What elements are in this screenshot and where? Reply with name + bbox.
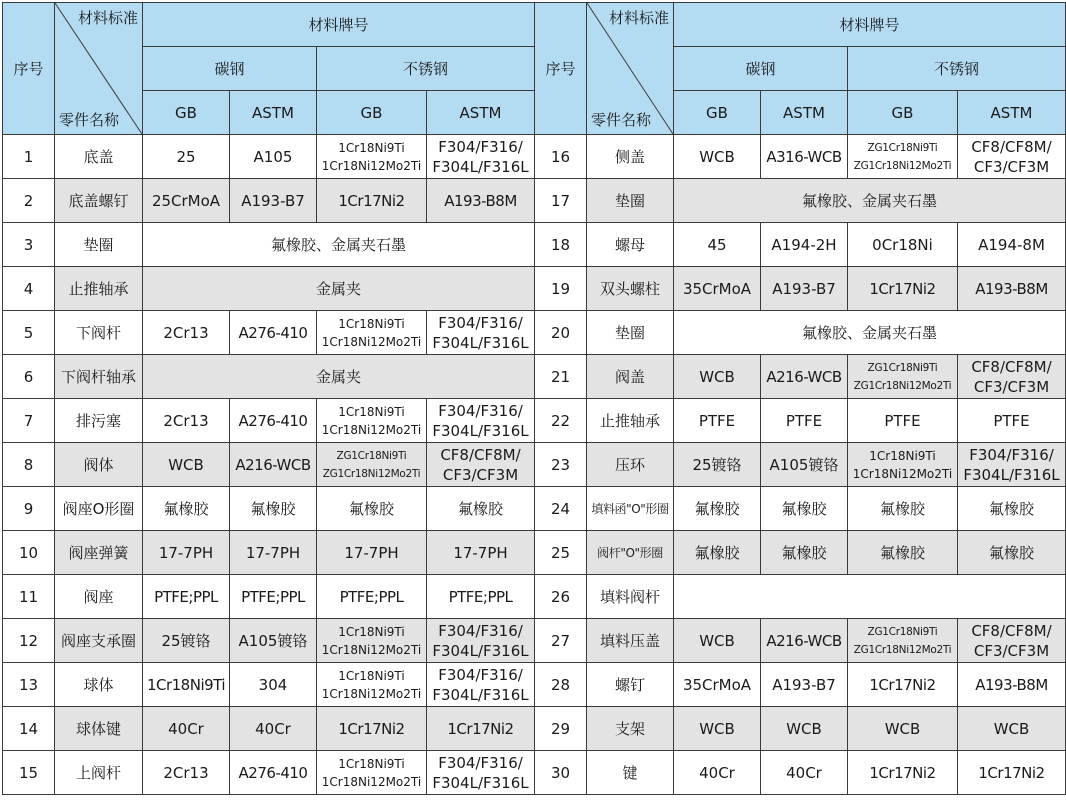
carbon-gb: WCB <box>143 443 230 487</box>
header-diagonal-cell-right <box>587 3 674 135</box>
material-table <box>2 2 1066 795</box>
carbon-gb: 25镀铬 <box>143 619 230 663</box>
row-number: 22 <box>535 399 587 443</box>
stainless-astm: F304/F316/ F304L/F316L <box>427 619 535 663</box>
stainless-astm: A193-B8M <box>958 663 1066 707</box>
header-diagonal-cell <box>55 3 143 135</box>
stainless-astm: CF8/CF8M/ CF3/CF3M <box>958 135 1066 179</box>
table-row <box>3 619 1066 663</box>
stainless-gb: 氟橡胶 <box>848 531 958 575</box>
row-number: 18 <box>535 223 587 267</box>
stainless-astm: A193-B8M <box>958 267 1066 311</box>
row-number: 12 <box>3 619 55 663</box>
header-stainless-steel-right: 不锈钢 <box>848 47 1066 91</box>
row-number: 15 <box>3 751 55 795</box>
header-grade: 材料牌号 <box>143 3 535 47</box>
row-number: 29 <box>535 707 587 751</box>
part-name: 支架 <box>587 707 674 751</box>
part-name: 阀盖 <box>587 355 674 399</box>
merged-material: 金属夹 <box>143 355 535 399</box>
carbon-gb: WCB <box>674 355 761 399</box>
stainless-gb: ZG1Cr18Ni9Ti ZG1Cr18Ni12Mo2Ti <box>848 135 958 179</box>
merged-material <box>674 575 1066 619</box>
row-number: 3 <box>3 223 55 267</box>
stainless-gb: 氟橡胶 <box>317 487 427 531</box>
carbon-astm: 304 <box>230 663 317 707</box>
part-name: 垫圈 <box>55 223 143 267</box>
part-name: 侧盖 <box>587 135 674 179</box>
carbon-gb: 25 <box>143 135 230 179</box>
part-name: 阀座弹簧 <box>55 531 143 575</box>
part-name: 下阀杆轴承 <box>55 355 143 399</box>
stainless-gb: PTFE;PPL <box>317 575 427 619</box>
row-number: 23 <box>535 443 587 487</box>
part-name: 填料压盖 <box>587 619 674 663</box>
header-gb: GB <box>317 91 427 135</box>
table-row <box>3 135 1066 179</box>
stainless-astm: F304/F316/ F304L/F316L <box>427 751 535 795</box>
table-row <box>3 487 1066 531</box>
row-number: 17 <box>535 179 587 223</box>
part-name: 阀座支承圈 <box>55 619 143 663</box>
carbon-astm: A276-410 <box>230 751 317 795</box>
table-row <box>3 531 1066 575</box>
stainless-astm: CF8/CF8M/ CF3/CF3M <box>958 355 1066 399</box>
stainless-gb: 1Cr17Ni2 <box>848 663 958 707</box>
row-number: 10 <box>3 531 55 575</box>
carbon-astm: A193-B7 <box>761 267 848 311</box>
header-grade-right: 材料牌号 <box>674 3 1066 47</box>
carbon-astm: A216-WCB <box>230 443 317 487</box>
stainless-astm: PTFE <box>958 399 1066 443</box>
row-number: 13 <box>3 663 55 707</box>
part-name: 球体 <box>55 663 143 707</box>
row-number: 21 <box>535 355 587 399</box>
stainless-astm: WCB <box>958 707 1066 751</box>
row-number: 25 <box>535 531 587 575</box>
table-row <box>3 663 1066 707</box>
row-number: 7 <box>3 399 55 443</box>
carbon-astm: A216-WCB <box>761 619 848 663</box>
table-row <box>3 355 1066 399</box>
part-name: 止推轴承 <box>587 399 674 443</box>
part-name: 底盖螺钉 <box>55 179 143 223</box>
stainless-astm: 1Cr17Ni2 <box>958 751 1066 795</box>
header-gb: GB <box>848 91 958 135</box>
row-number: 1 <box>3 135 55 179</box>
header-seq: 序号 <box>3 3 55 135</box>
row-number: 30 <box>535 751 587 795</box>
header-part-name-right: 零件名称 <box>591 111 652 129</box>
carbon-astm: 40Cr <box>230 707 317 751</box>
row-number: 8 <box>3 443 55 487</box>
merged-material: 氟橡胶、金属夹石墨 <box>143 223 535 267</box>
part-name: 阀座 <box>55 575 143 619</box>
stainless-astm: F304/F316/ F304L/F316L <box>958 443 1066 487</box>
carbon-gb: 1Cr18Ni9Ti <box>143 663 230 707</box>
stainless-gb: 1Cr18Ni9Ti 1Cr18Ni12Mo2Ti <box>848 443 958 487</box>
stainless-astm: F304/F316/ F304L/F316L <box>427 399 535 443</box>
header-standard: 材料标准 <box>77 9 138 27</box>
stainless-gb: 1Cr18Ni9Ti 1Cr18Ni12Mo2Ti <box>317 311 427 355</box>
carbon-astm: WCB <box>761 707 848 751</box>
carbon-astm: 氟橡胶 <box>761 487 848 531</box>
carbon-gb: WCB <box>674 619 761 663</box>
table-row <box>3 751 1066 795</box>
carbon-gb: WCB <box>674 135 761 179</box>
row-number: 24 <box>535 487 587 531</box>
merged-material: 氟橡胶、金属夹石墨 <box>674 179 1066 223</box>
carbon-astm: A316-WCB <box>761 135 848 179</box>
stainless-gb: 1Cr18Ni9Ti 1Cr18Ni12Mo2Ti <box>317 399 427 443</box>
table-row <box>3 575 1066 619</box>
row-number: 19 <box>535 267 587 311</box>
carbon-gb: 2Cr13 <box>143 751 230 795</box>
stainless-astm: PTFE;PPL <box>427 575 535 619</box>
table-row <box>3 179 1066 223</box>
part-name: 阀体 <box>55 443 143 487</box>
carbon-gb: 40Cr <box>143 707 230 751</box>
carbon-astm: 氟橡胶 <box>230 487 317 531</box>
stainless-gb: 1Cr17Ni2 <box>848 267 958 311</box>
stainless-gb: ZG1Cr18Ni9Ti ZG1Cr18Ni12Mo2Ti <box>317 443 427 487</box>
carbon-gb: 2Cr13 <box>143 311 230 355</box>
stainless-astm: CF8/CF8M/ CF3/CF3M <box>958 619 1066 663</box>
carbon-gb: WCB <box>674 707 761 751</box>
part-name: 螺钉 <box>587 663 674 707</box>
carbon-gb: PTFE <box>674 399 761 443</box>
merged-material: 金属夹 <box>143 267 535 311</box>
table-row <box>3 399 1066 443</box>
carbon-astm: A216-WCB <box>761 355 848 399</box>
carbon-gb: 2Cr13 <box>143 399 230 443</box>
stainless-astm: 氟橡胶 <box>958 487 1066 531</box>
row-number: 16 <box>535 135 587 179</box>
header-carbon-steel-right: 碳钢 <box>674 47 848 91</box>
part-name: 螺母 <box>587 223 674 267</box>
carbon-astm: PTFE <box>761 399 848 443</box>
carbon-gb: 45 <box>674 223 761 267</box>
part-name: 阀座O形圈 <box>55 487 143 531</box>
carbon-astm: 氟橡胶 <box>761 531 848 575</box>
part-name: 填料阀杆 <box>587 575 674 619</box>
part-name: 填料函"O"形圈 <box>587 487 674 531</box>
stainless-gb: PTFE <box>848 399 958 443</box>
part-name: 双头螺柱 <box>587 267 674 311</box>
carbon-astm: A193-B7 <box>230 179 317 223</box>
header-astm: ASTM <box>761 91 848 135</box>
stainless-astm: F304/F316/ F304L/F316L <box>427 663 535 707</box>
stainless-gb: 1Cr17Ni2 <box>317 707 427 751</box>
header-carbon-steel: 碳钢 <box>143 47 317 91</box>
carbon-gb: 40Cr <box>674 751 761 795</box>
stainless-gb: ZG1Cr18Ni9Ti ZG1Cr18Ni12Mo2Ti <box>848 619 958 663</box>
carbon-gb: 35CrMoA <box>674 663 761 707</box>
stainless-astm: 17-7PH <box>427 531 535 575</box>
row-number: 11 <box>3 575 55 619</box>
stainless-gb: 1Cr17Ni2 <box>317 179 427 223</box>
carbon-gb: 氟橡胶 <box>143 487 230 531</box>
row-number: 6 <box>3 355 55 399</box>
carbon-astm: A193-B7 <box>761 663 848 707</box>
stainless-astm: F304/F316/ F304L/F316L <box>427 311 535 355</box>
carbon-astm: A276-410 <box>230 399 317 443</box>
carbon-gb: 25CrMoA <box>143 179 230 223</box>
header-astm: ASTM <box>427 91 535 135</box>
header-astm: ASTM <box>230 91 317 135</box>
header-gb: GB <box>143 91 230 135</box>
row-number: 2 <box>3 179 55 223</box>
part-name: 底盖 <box>55 135 143 179</box>
stainless-astm: F304/F316/ F304L/F316L <box>427 135 535 179</box>
stainless-gb: 1Cr18Ni9Ti 1Cr18Ni12Mo2Ti <box>317 663 427 707</box>
row-number: 4 <box>3 267 55 311</box>
header-astm: ASTM <box>958 91 1066 135</box>
stainless-gb: 1Cr17Ni2 <box>848 751 958 795</box>
stainless-gb: ZG1Cr18Ni9Ti ZG1Cr18Ni12Mo2Ti <box>848 355 958 399</box>
stainless-astm: 1Cr17Ni2 <box>427 707 535 751</box>
part-name: 键 <box>587 751 674 795</box>
merged-material: 氟橡胶、金属夹石墨 <box>674 311 1066 355</box>
table-row <box>3 267 1066 311</box>
carbon-gb: 17-7PH <box>143 531 230 575</box>
header-stainless-steel: 不锈钢 <box>317 47 535 91</box>
stainless-astm: A193-B8M <box>427 179 535 223</box>
part-name: 垫圈 <box>587 179 674 223</box>
carbon-gb: 氟橡胶 <box>674 487 761 531</box>
header-gb: GB <box>674 91 761 135</box>
header-seq-right: 序号 <box>535 3 587 135</box>
part-name: 下阀杆 <box>55 311 143 355</box>
part-name: 球体键 <box>55 707 143 751</box>
carbon-astm: 17-7PH <box>230 531 317 575</box>
carbon-astm: A194-2H <box>761 223 848 267</box>
row-number: 5 <box>3 311 55 355</box>
row-number: 20 <box>535 311 587 355</box>
stainless-astm: 氟橡胶 <box>958 531 1066 575</box>
row-number: 9 <box>3 487 55 531</box>
carbon-gb: PTFE;PPL <box>143 575 230 619</box>
row-number: 27 <box>535 619 587 663</box>
row-number: 28 <box>535 663 587 707</box>
stainless-astm: CF8/CF8M/ CF3/CF3M <box>427 443 535 487</box>
row-number: 14 <box>3 707 55 751</box>
carbon-astm: A105镀铬 <box>761 443 848 487</box>
stainless-gb: WCB <box>848 707 958 751</box>
header-part-name: 零件名称 <box>59 111 120 129</box>
stainless-gb: 氟橡胶 <box>848 487 958 531</box>
stainless-gb: 1Cr18Ni9Ti 1Cr18Ni12Mo2Ti <box>317 751 427 795</box>
part-name: 排污塞 <box>55 399 143 443</box>
carbon-astm: 40Cr <box>761 751 848 795</box>
carbon-astm: A105 <box>230 135 317 179</box>
table-row <box>3 223 1066 267</box>
part-name: 止推轴承 <box>55 267 143 311</box>
part-name: 阀杆"O"形圈 <box>587 531 674 575</box>
stainless-gb: 1Cr18Ni9Ti 1Cr18Ni12Mo2Ti <box>317 135 427 179</box>
stainless-gb: 17-7PH <box>317 531 427 575</box>
stainless-gb: 0Cr18Ni <box>848 223 958 267</box>
table-row <box>3 443 1066 487</box>
carbon-gb: 25镀铬 <box>674 443 761 487</box>
table-row <box>3 311 1066 355</box>
stainless-astm: 氟橡胶 <box>427 487 535 531</box>
header-standard-right: 材料标准 <box>608 9 669 27</box>
carbon-gb: 35CrMoA <box>674 267 761 311</box>
stainless-astm: A194-8M <box>958 223 1066 267</box>
carbon-gb: 氟橡胶 <box>674 531 761 575</box>
part-name: 压环 <box>587 443 674 487</box>
table-row <box>3 707 1066 751</box>
stainless-gb: 1Cr18Ni9Ti 1Cr18Ni12Mo2Ti <box>317 619 427 663</box>
carbon-astm: A276-410 <box>230 311 317 355</box>
carbon-astm: A105镀铬 <box>230 619 317 663</box>
row-number: 26 <box>535 575 587 619</box>
part-name: 上阀杆 <box>55 751 143 795</box>
carbon-astm: PTFE;PPL <box>230 575 317 619</box>
part-name: 垫圈 <box>587 311 674 355</box>
